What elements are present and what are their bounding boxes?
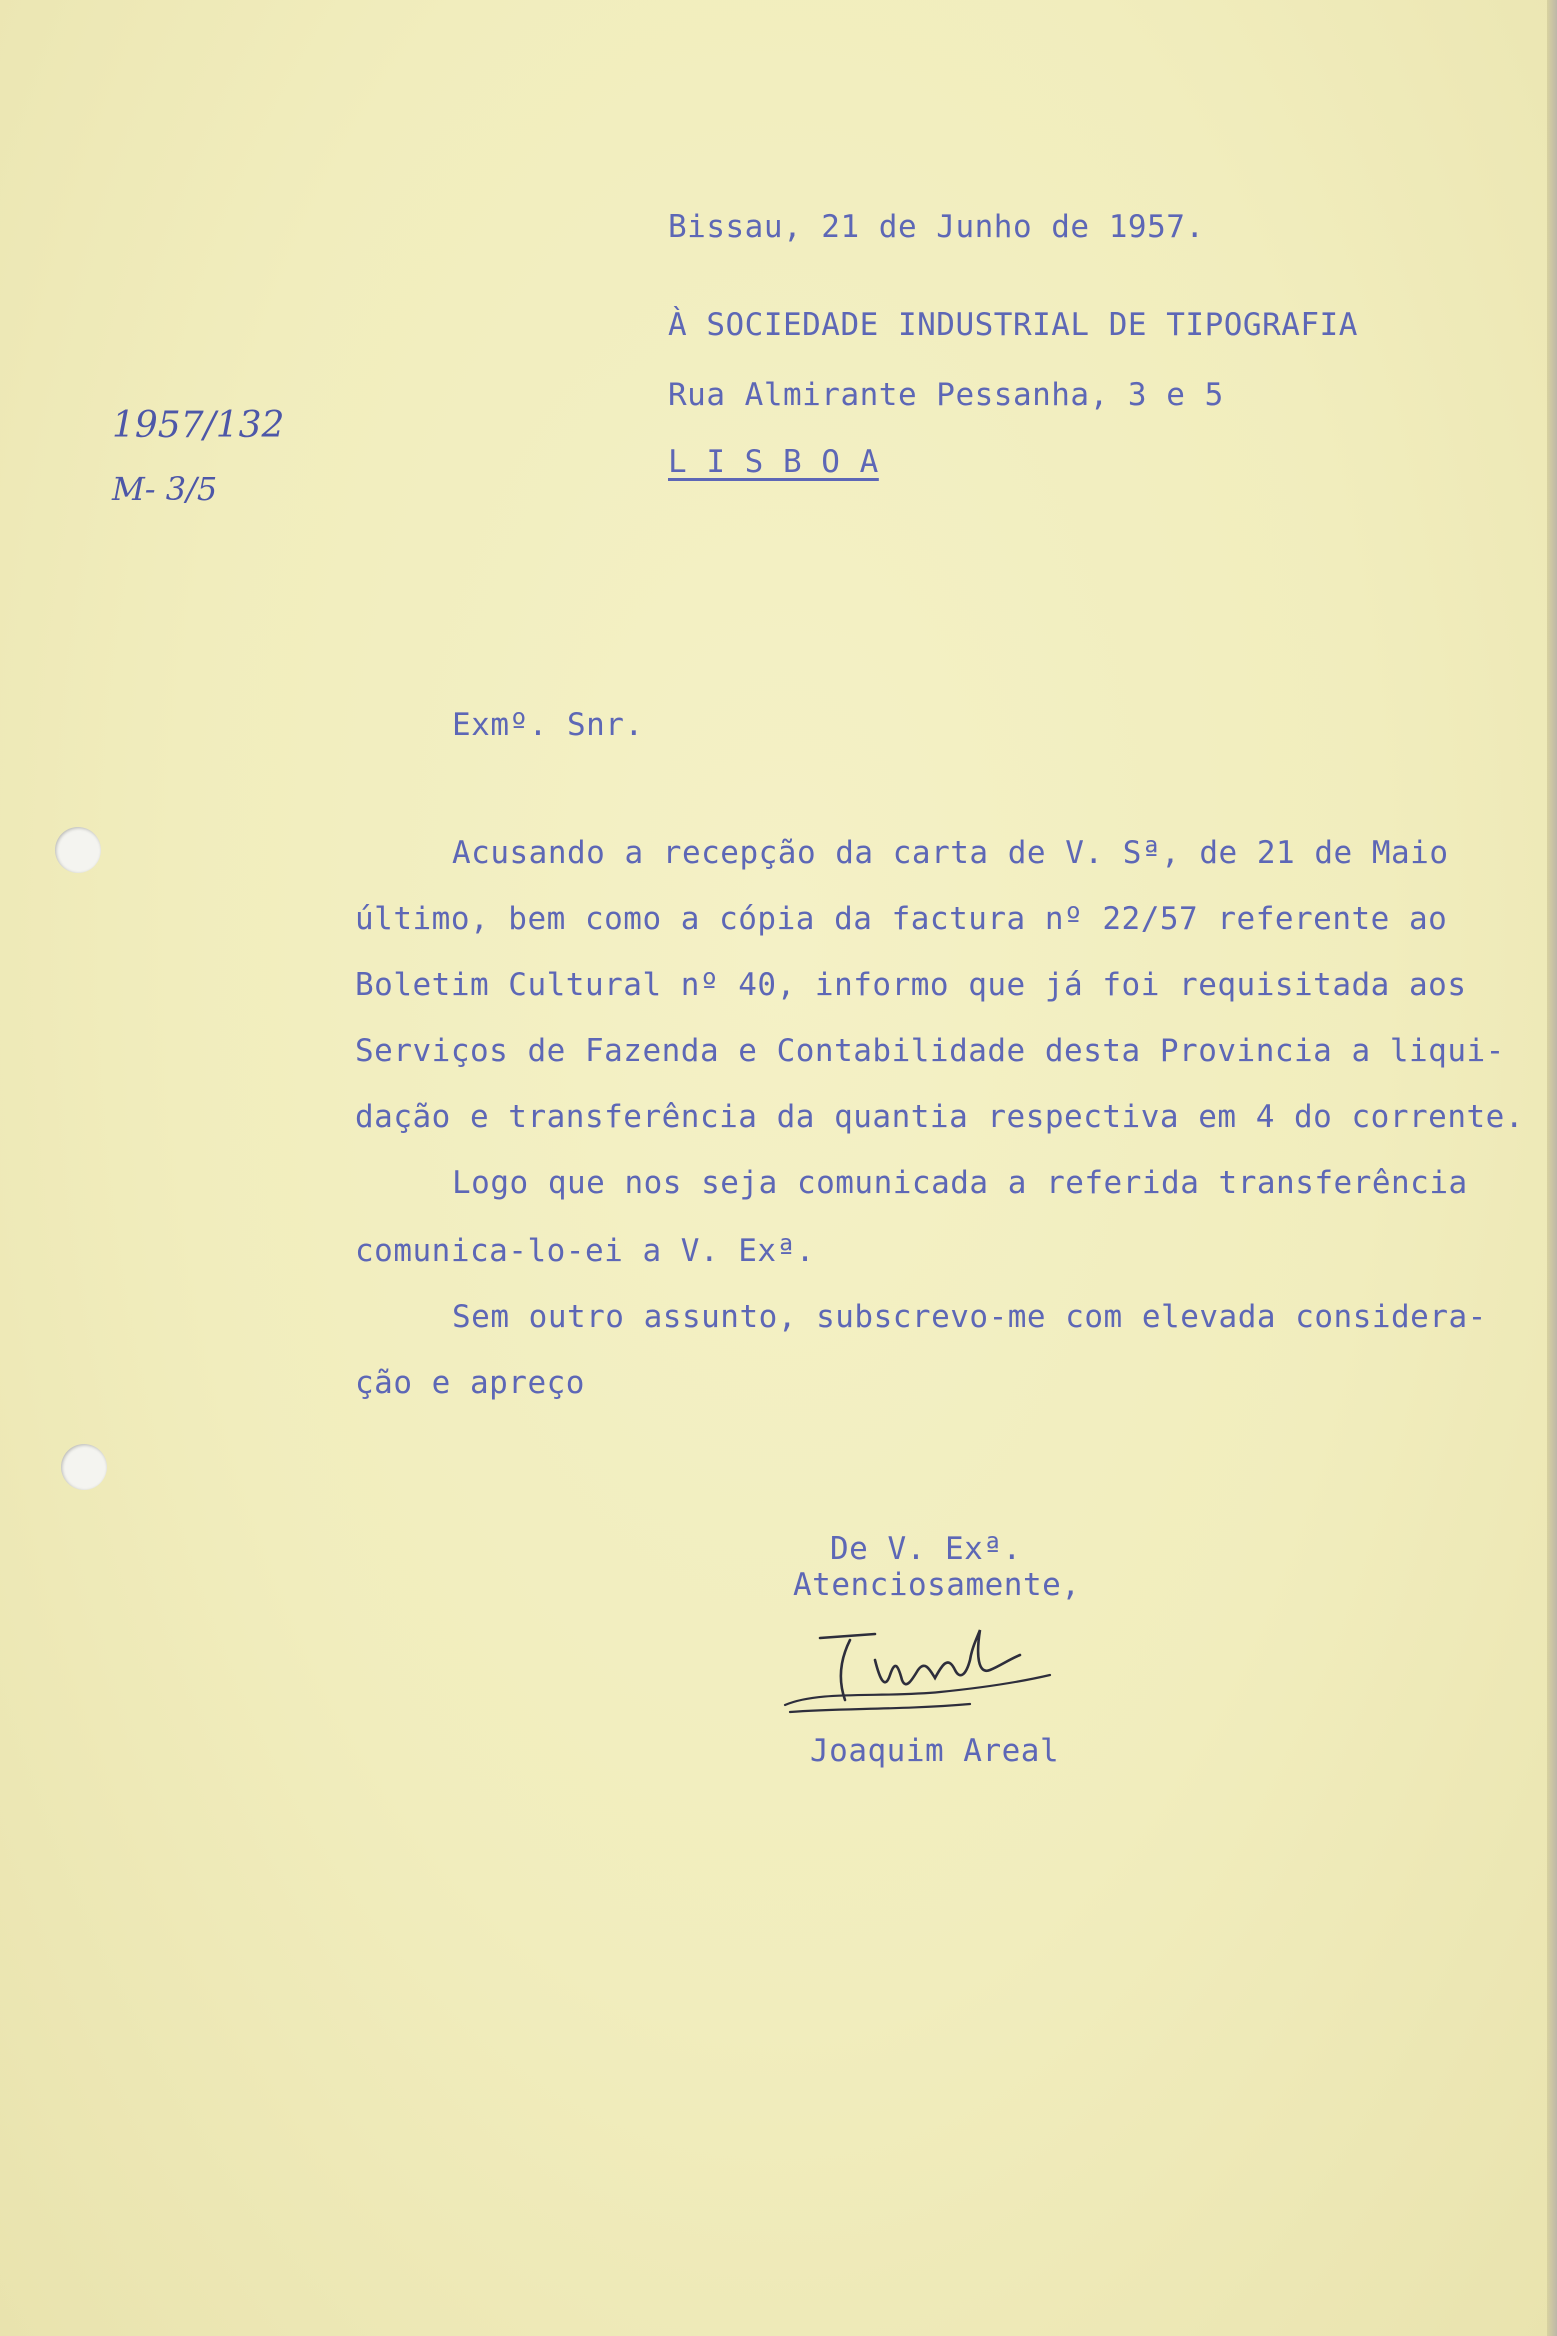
closing-line: De V. Exª. — [830, 1531, 1022, 1567]
salutation: Exmº. Snr. — [452, 707, 644, 743]
body-line: último, bem como a cópia da factura nº 22/57 referente ao — [355, 901, 1448, 937]
signer-name: Joaquim Areal — [810, 1733, 1060, 1769]
letter-date: Bissau, 21 de Junho de 1957. — [668, 209, 1205, 245]
body-line: Boletim Cultural nº 40, informo que já foi requisitada aos — [355, 967, 1467, 1003]
recipient-address: Rua Almirante Pessanha, 3 e 5 — [668, 377, 1224, 413]
body-line: Sem outro assunto, subscrevo-me com elevada considera- — [452, 1299, 1487, 1335]
closing-line: Atenciosamente, — [793, 1567, 1081, 1603]
recipient-name: À SOCIEDADE INDUSTRIAL DE TIPOGRAFIA — [668, 307, 1358, 343]
reference-number: 1957/132 — [112, 405, 285, 446]
signature — [780, 1620, 1080, 1730]
punch-hole-bottom — [61, 1444, 107, 1490]
reference-file: M- 3/5 — [112, 470, 218, 508]
body-line: comunica-lo-ei a V. Exª. — [355, 1233, 815, 1269]
body-line: ção e apreço — [355, 1365, 585, 1401]
recipient-city: L I S B O A — [668, 444, 879, 480]
page-edge — [1547, 0, 1557, 2336]
punch-hole-top — [55, 827, 101, 873]
body-line: Serviços de Fazenda e Contabilidade desta Provincia a liqui- — [355, 1033, 1505, 1069]
body-line: Acusando a recepção da carta de V. Sª, de 21 de Maio — [452, 835, 1449, 871]
body-line: dação e transferência da quantia respectiva em 4 do corrente. — [355, 1099, 1524, 1135]
body-line: Logo que nos seja comunicada a referida transferência — [452, 1165, 1468, 1201]
